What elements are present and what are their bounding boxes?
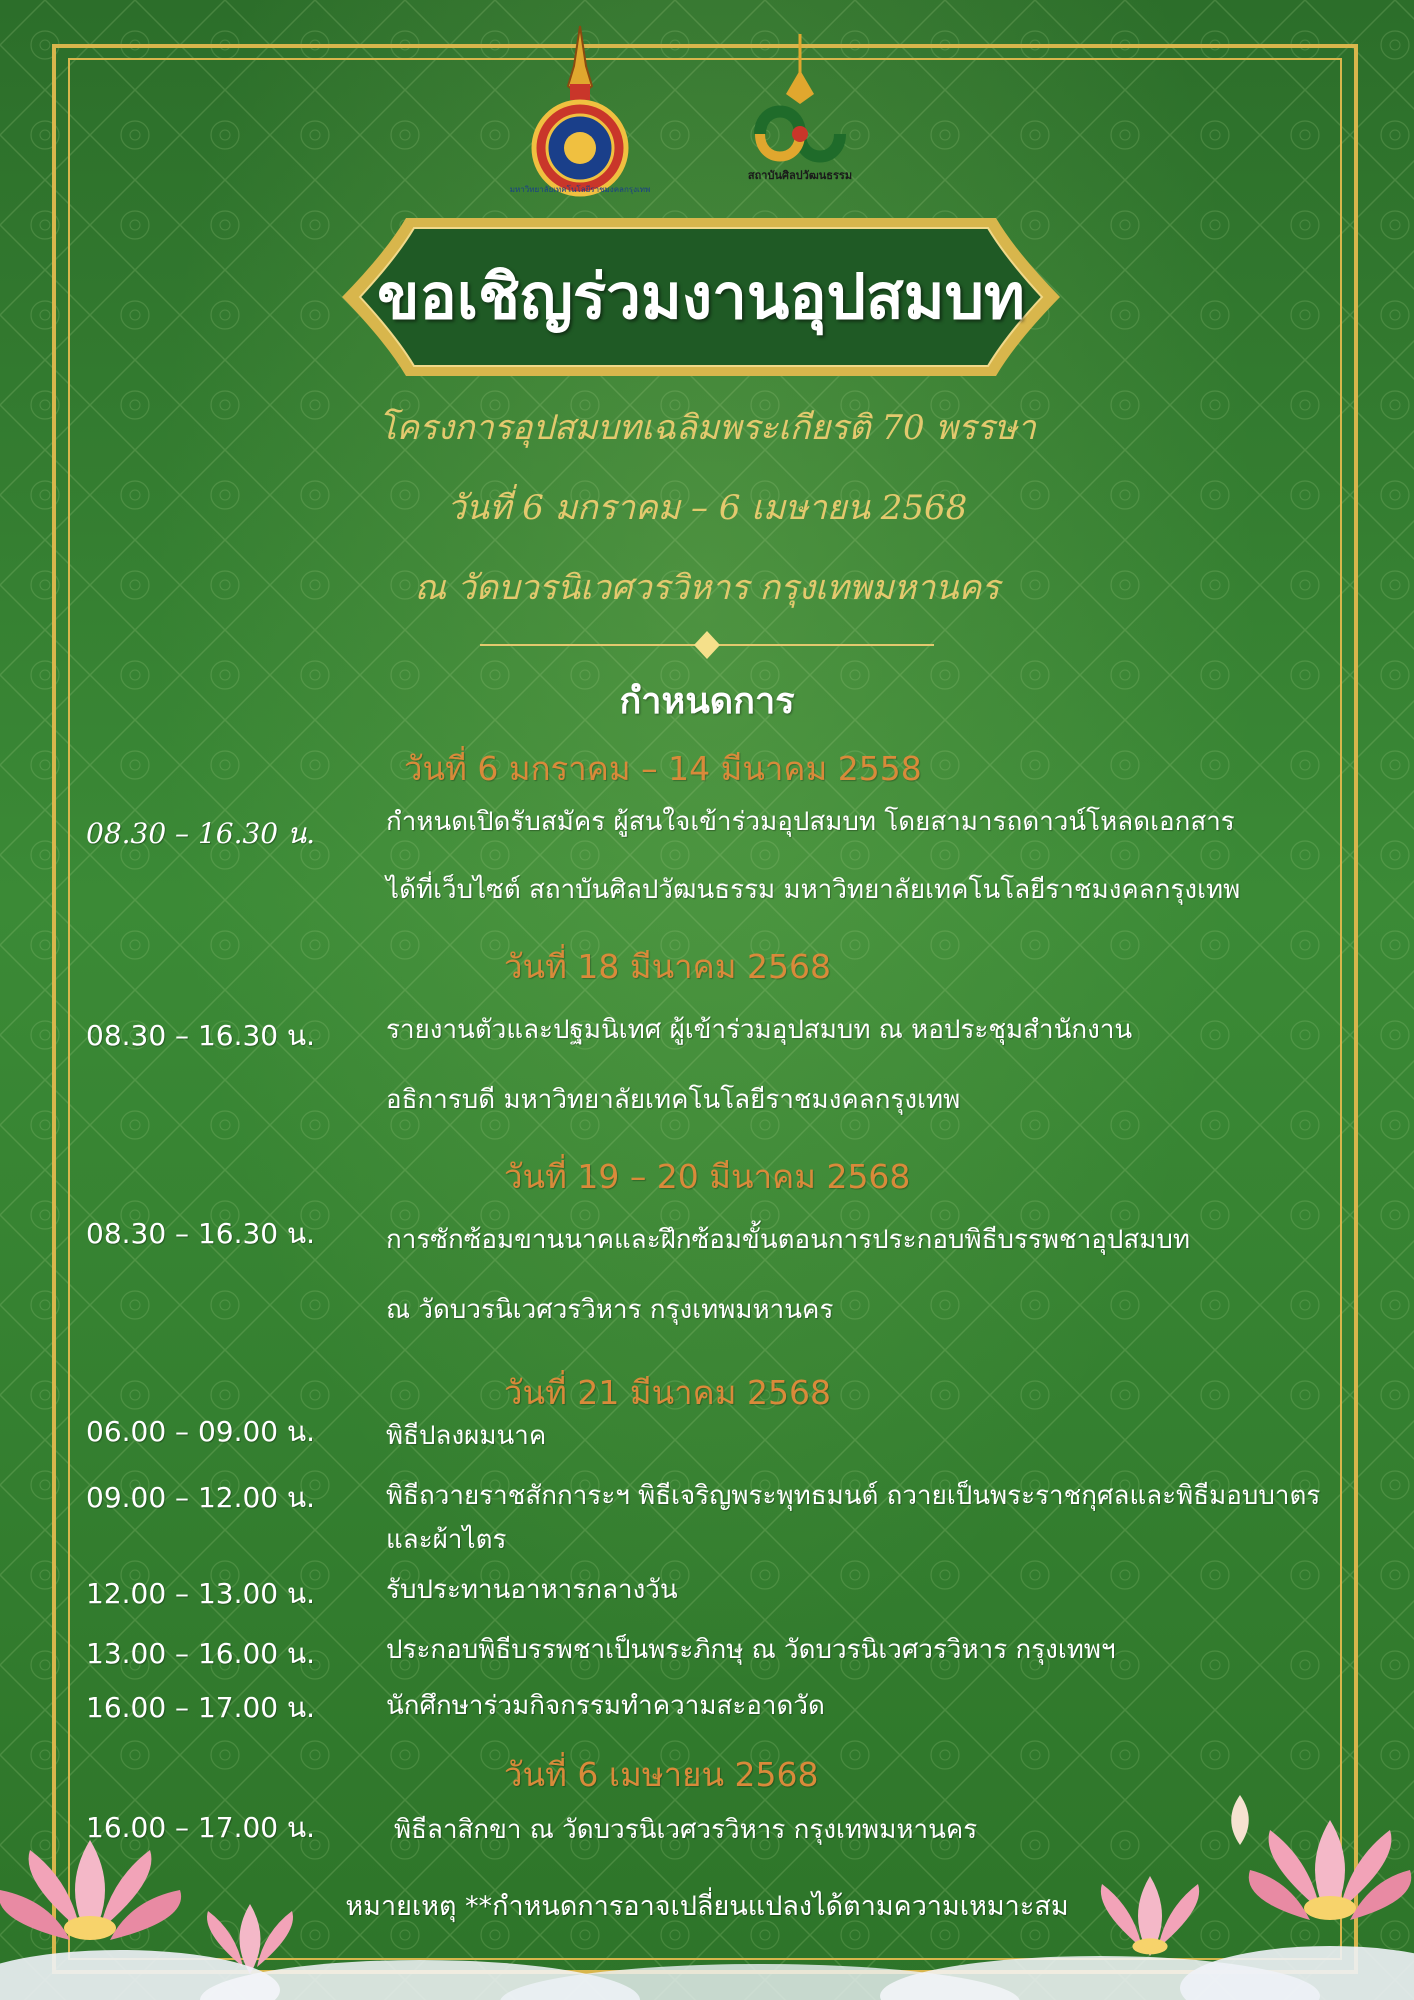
section-2-desc-line-1: รายงานตัวและปฐมนิเทศ ผู้เข้าร่วมอุปสมบท ณ หอประชุมสำนักงาน: [386, 1015, 1133, 1045]
section-1-desc-line-2: ได้ที่เว็บไซต์ สถาบันศิลปวัฒนธรรม มหาวิทยาลัยเทคโนโลยีราชมงคลกรุงเทพ: [386, 875, 1241, 905]
section-3-time: 08.30 – 16.30 น.: [86, 1217, 316, 1250]
section-4-desc-1: พิธีปลงผมนาค: [386, 1421, 547, 1451]
section-5-desc: พิธีลาสิกขา ณ วัดบวรนิเวศวรวิหาร กรุงเทพมหานคร: [394, 1815, 978, 1845]
arts-culture-icon: [740, 34, 860, 194]
section-4-time-5: 16.00 – 17.00 น.: [86, 1691, 316, 1724]
section-4-desc-2-line-2: และผ้าไตร: [386, 1525, 507, 1555]
section-4-desc-4: ประกอบพิธีบรรพชาเป็นพระภิกษุ ณ วัดบวรนิเวศวรวิหาร กรุงเทพฯ: [386, 1635, 1116, 1665]
cloud-icon: [0, 1930, 1414, 2000]
section-4-time-1: 06.00 – 09.00 น.: [86, 1415, 316, 1448]
schedule-heading: กำหนดการ: [619, 681, 795, 722]
section-1-desc-line-1: กำหนดเปิดรับสมัคร ผู้สนใจเข้าร่วมอุปสมบท โดยสามารถดาวน์โหลดเอกสาร: [386, 807, 1235, 837]
section-4-time-4: 13.00 – 16.00 น.: [86, 1637, 316, 1670]
subtitle-venue: ณ วัดบวรนิเวศวรวิหาร กรุงเทพมหานคร: [414, 568, 1000, 608]
footnote: หมายเหตุ **กำหนดการอาจเปลี่ยนแปลงได้ตามความเหมาะสม: [345, 1891, 1069, 1922]
section-4-time-2: 09.00 – 12.00 น.: [86, 1481, 316, 1514]
section-4-desc-2-line-1: พิธีถวายราชสักการะฯ พิธีเจริญพระพุทธมนต์ ถวายเป็นพระราชกุศลและพิธีมอบบาตร: [386, 1481, 1321, 1511]
seal-text: มหาวิทยาลัยเทคโนโลยีราชมงคลกรุงเทพ: [509, 185, 651, 194]
section-1-time: 08.30 – 16.30 น.: [86, 817, 316, 850]
section-date-5: วันที่ 6 เมษายน 2568: [504, 1755, 819, 1794]
arts-culture-text: สถาบันศิลปวัฒนธรรม: [747, 169, 853, 182]
seal-icon: [509, 26, 651, 202]
section-2-time: 08.30 – 16.30 น.: [86, 1019, 316, 1052]
section-date-1: วันที่ 6 มกราคม – 14 มีนาคม 2558: [404, 749, 922, 788]
section-date-3: วันที่ 19 – 20 มีนาคม 2568: [504, 1157, 911, 1196]
section-5-time: 16.00 – 17.00 น.: [86, 1811, 316, 1844]
section-3-desc-line-1: การซักซ้อมขานนาคและฝึกซ้อมขั้นตอนการประกอบพิธีบรรพชาอุปสมบท: [386, 1225, 1191, 1255]
section-date-4: วันที่ 21 มีนาคม 2568: [504, 1373, 831, 1412]
section-4-desc-3: รับประทานอาหารกลางวัน: [386, 1575, 678, 1605]
subtitle-dates: วันที่ 6 มกราคม – 6 เมษายน 2568: [446, 488, 968, 528]
page-title: ขอเชิญร่วมงานอุปสมบท: [377, 260, 1025, 333]
section-4-time-3: 12.00 – 13.00 น.: [86, 1577, 316, 1610]
subtitle-project: โครงการอุปสมบทเฉลิมพระเกียรติ 70 พรรษา: [378, 408, 1036, 448]
diamond-divider-icon: [480, 630, 934, 660]
section-3-desc-line-2: ณ วัดบวรนิเวศวรวิหาร กรุงเทพมหานคร: [386, 1295, 834, 1325]
section-2-desc-line-2: อธิการบดี มหาวิทยาลัยเทคโนโลยีราชมงคลกรุงเทพ: [386, 1085, 961, 1115]
section-4-desc-5: นักศึกษาร่วมกิจกรรมทำความสะอาดวัด: [386, 1691, 825, 1721]
section-date-2: วันที่ 18 มีนาคม 2568: [504, 947, 831, 986]
